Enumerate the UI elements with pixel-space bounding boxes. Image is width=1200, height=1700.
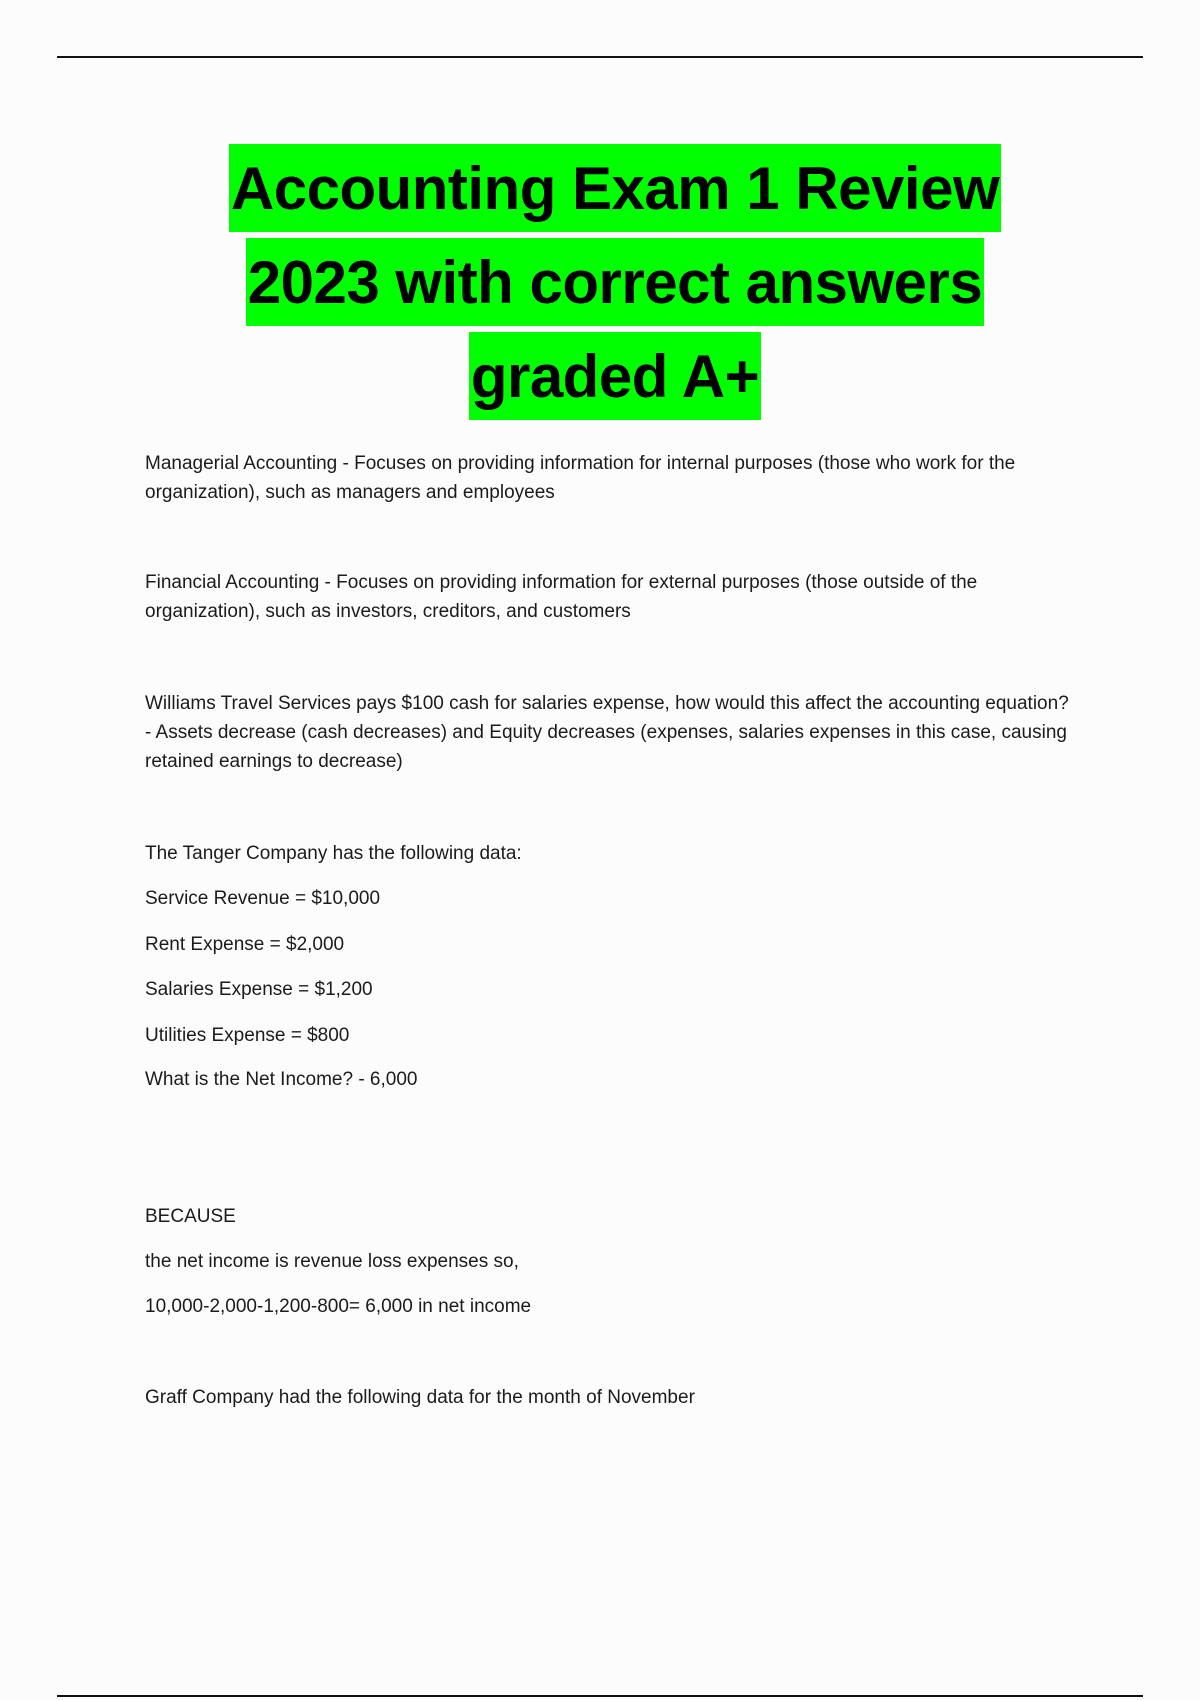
bottom-divider <box>57 1695 1143 1697</box>
rent-expense-line: Rent Expense = $2,000 <box>145 934 345 955</box>
title-line-2: 2023 with correct answers <box>246 238 985 326</box>
williams-travel-question: Williams Travel Services pays $100 cash for salaries expense, how would this affect the accounting equation? - Assets decrease (cash decreases) and Equity decreases (expenses, salaries expenses in this case, causing retained earnings to decrease) <box>145 693 1069 772</box>
managerial-accounting-definition: Managerial Accounting - Focuses on providing information for internal purposes (those who work for the organization), such as managers and employees <box>145 453 1016 503</box>
net-income-calculation: 10,000-2,000-1,200-800= 6,000 in net income <box>145 1296 532 1317</box>
tanger-intro: The Tanger Company has the following data: <box>145 843 522 864</box>
financial-accounting-definition: Financial Accounting - Focuses on providing information for external purposes (those outside of the organization), such as investors, creditors, and customers <box>145 572 978 622</box>
title-line-1: Accounting Exam 1 Review <box>229 144 1001 232</box>
top-divider <box>57 56 1143 58</box>
net-income-question: What is the Net Income? - 6,000 <box>145 1069 418 1090</box>
service-revenue-line: Service Revenue = $10,000 <box>145 888 381 909</box>
graff-company-intro: Graff Company had the following data for the month of November <box>145 1387 695 1408</box>
because-label: BECAUSE <box>145 1206 236 1227</box>
title-line-3: graded A+ <box>469 332 761 420</box>
document-title <box>0 144 1200 426</box>
utilities-expense-line: Utilities Expense = $800 <box>145 1025 350 1046</box>
salaries-expense-line: Salaries Expense = $1,200 <box>145 979 373 1000</box>
net-income-explanation: the net income is revenue loss expenses so, <box>145 1251 519 1272</box>
